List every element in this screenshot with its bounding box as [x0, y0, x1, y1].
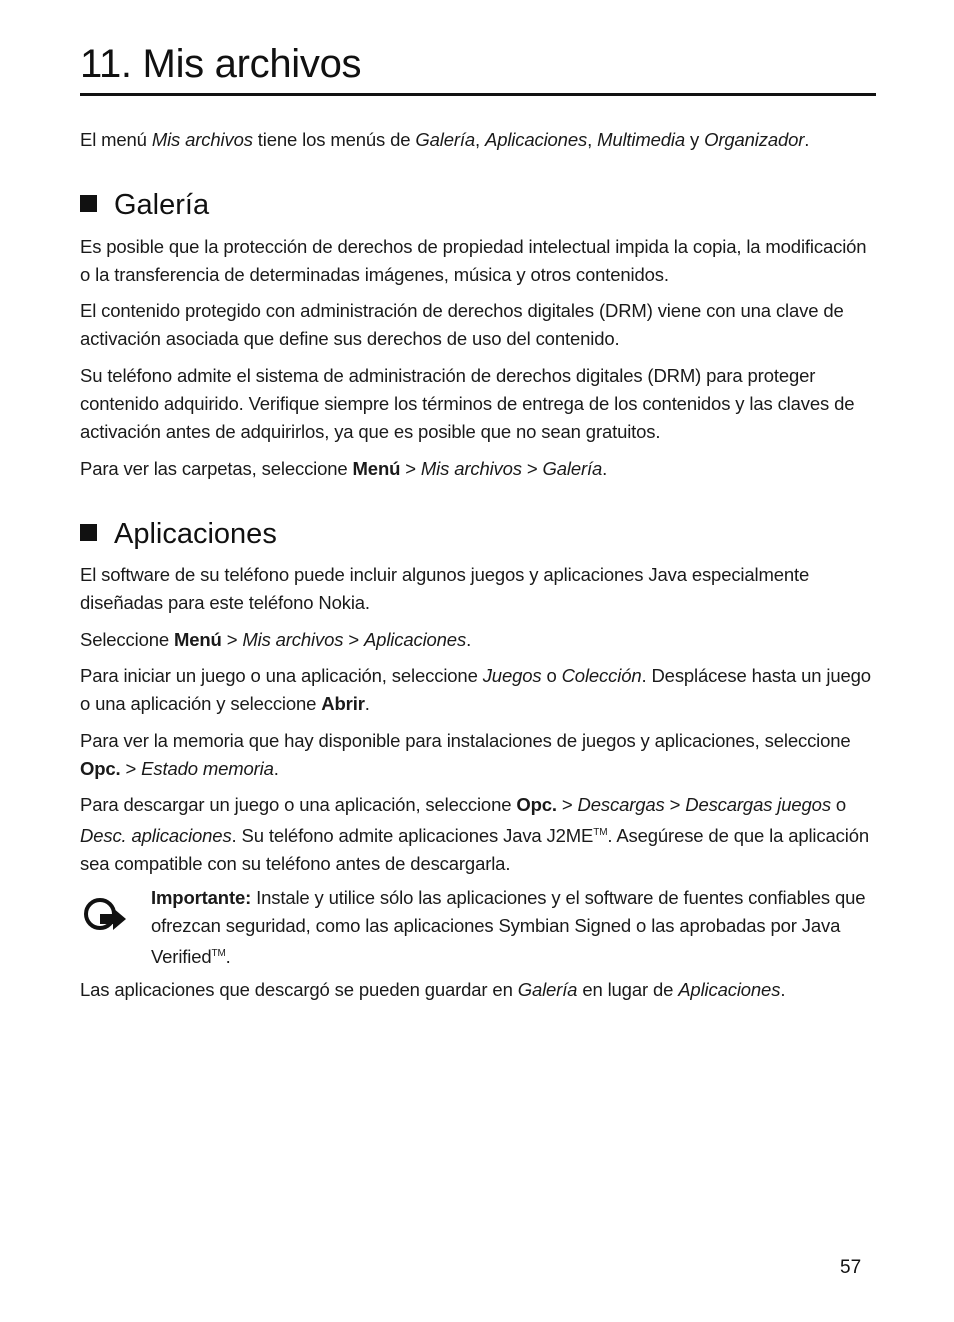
- menu-path-galeria: Galería: [517, 979, 578, 1000]
- aplicaciones-paragraph-5: [80, 791, 876, 878]
- menu-command-abrir: Abrir: [321, 693, 365, 714]
- note-label-importante: Importante:: [151, 887, 252, 908]
- paragraph-text: Las aplicaciones que descargó se pueden guardar en: [80, 979, 518, 1000]
- paragraph-text: . Asegúrese de que la aplicación sea compatible con su teléfono antes de descargarla.: [80, 825, 869, 874]
- chapter-title: 11. Mis archivos: [80, 42, 362, 86]
- paragraph-text: Para descargar un juego o una aplicación, seleccione: [80, 794, 517, 815]
- menu-path-mis-archivos: Mis archivos: [242, 629, 344, 650]
- menu-command-opc: Opc.: [516, 794, 557, 815]
- menu-path-desc-aplicaciones: Desc. aplicaciones: [80, 825, 232, 846]
- trademark-mark: TM: [211, 948, 226, 959]
- paragraph-text: .: [780, 979, 786, 1000]
- intro-text: tiene los menús de: [252, 129, 416, 150]
- paragraph-text: Para ver la memoria que hay disponible para instalaciones de juegos y aplicaciones, seleccione: [80, 730, 851, 751]
- paragraph-text: .: [273, 758, 279, 779]
- paragraph-text: Para ver las carpetas, seleccione: [80, 458, 353, 479]
- menu-path-descargas: Descargas: [577, 794, 665, 815]
- section-bullet-square-icon: [80, 195, 97, 212]
- intro-text: .: [804, 129, 810, 150]
- section-heading-galeria: [80, 185, 209, 225]
- paragraph-text: >: [120, 758, 142, 779]
- intro-menu-galeria: Galería: [415, 129, 476, 150]
- intro-menu-aplicaciones: Aplicaciones: [485, 129, 588, 150]
- menu-path-juegos: Juegos: [482, 665, 542, 686]
- galeria-paragraph-1: Es posible que la protección de derechos de propiedad intelectual impida la copia, la modificación o la transferencia de determinadas imágenes, música y otros contenidos.: [80, 236, 867, 285]
- important-icon: [80, 888, 132, 940]
- section-heading-text: Galería: [114, 189, 210, 221]
- menu-path-galeria: Galería: [542, 458, 603, 479]
- menu-path-aplicaciones: Aplicaciones: [678, 979, 781, 1000]
- menu-path-coleccion: Colección: [561, 665, 642, 686]
- paragraph-text: .: [602, 458, 608, 479]
- intro-paragraph: [80, 126, 876, 154]
- paragraph-text: Para iniciar un juego o una aplicación, seleccione: [80, 665, 483, 686]
- menu-path-descargas-juegos: Descargas juegos: [685, 794, 831, 815]
- paragraph-text: >: [400, 458, 421, 479]
- intro-menu-mis-archivos: Mis archivos: [151, 129, 253, 150]
- menu-command-menu: Menú: [352, 458, 401, 479]
- aplicaciones-paragraph-3: [80, 662, 876, 718]
- note-text: .: [225, 946, 231, 967]
- paragraph-text: . Su teléfono admite aplicaciones Java J2ME: [231, 825, 594, 846]
- galeria-paragraph-4: [80, 455, 876, 483]
- section-bullet-square-icon: [80, 524, 97, 541]
- paragraph-text: >: [556, 794, 578, 815]
- paragraph-text: >: [343, 629, 364, 650]
- page-number: 57: [840, 1257, 862, 1278]
- aplicaciones-paragraph-1: El software de su teléfono puede incluir algunos juegos y aplicaciones Java especialmente diseñadas para este teléfono Nokia.: [80, 564, 810, 613]
- section-heading-aplicaciones: [80, 514, 277, 554]
- note-text: Instale y utilice sólo las aplicaciones y el software de fuentes confiables que ofrezcan seguridad, como las aplicaciones Symbian Signed o las aprobadas por Java Verified: [151, 887, 866, 967]
- important-note: [151, 884, 876, 971]
- section-heading-text: Aplicaciones: [114, 518, 277, 550]
- aplicaciones-paragraph-4: [80, 727, 876, 783]
- intro-text: ,: [475, 129, 485, 150]
- paragraph-text: o: [541, 665, 562, 686]
- paragraph-text: >: [521, 458, 543, 479]
- intro-text: ,: [587, 129, 598, 150]
- menu-command-opc: Opc.: [80, 758, 121, 779]
- paragraph-text: en lugar de: [577, 979, 679, 1000]
- paragraph-text: .: [466, 629, 472, 650]
- menu-path-aplicaciones: Aplicaciones: [363, 629, 467, 650]
- menu-path-estado-memoria: Estado memoria: [141, 758, 274, 779]
- trademark-mark: TM: [593, 827, 608, 838]
- paragraph-text: >: [221, 629, 243, 650]
- chapter-title-rule: [80, 93, 876, 96]
- menu-path-mis-archivos: Mis archivos: [420, 458, 522, 479]
- paragraph-text: Seleccione: [80, 629, 174, 650]
- aplicaciones-paragraph-6: [80, 976, 876, 1004]
- paragraph-text: >: [664, 794, 686, 815]
- galeria-paragraph-3: Su teléfono admite el sistema de administración de derechos digitales (DRM) para proteger contenido adquirido. Verifique siempre los términos de entrega de los contenidos y las claves de activación antes de adquirirlos, ya que es posible que no sean gratuitos.: [80, 365, 855, 442]
- galeria-paragraph-2: El contenido protegido con administración de derechos digitales (DRM) viene con una clave de activación asociada que define sus derechos de uso del contenido.: [80, 300, 844, 349]
- paragraph-text: . Desplácese hasta un juego o una aplicación y seleccione: [80, 665, 871, 714]
- intro-menu-multimedia: Multimedia: [597, 129, 686, 150]
- intro-text: El menú: [80, 129, 152, 150]
- aplicaciones-paragraph-2: [80, 626, 876, 654]
- intro-menu-organizador: Organizador: [704, 129, 805, 150]
- paragraph-text: o: [830, 794, 847, 815]
- menu-command-menu: Menú: [174, 629, 222, 650]
- paragraph-text: .: [364, 693, 370, 714]
- intro-text: y: [685, 129, 705, 150]
